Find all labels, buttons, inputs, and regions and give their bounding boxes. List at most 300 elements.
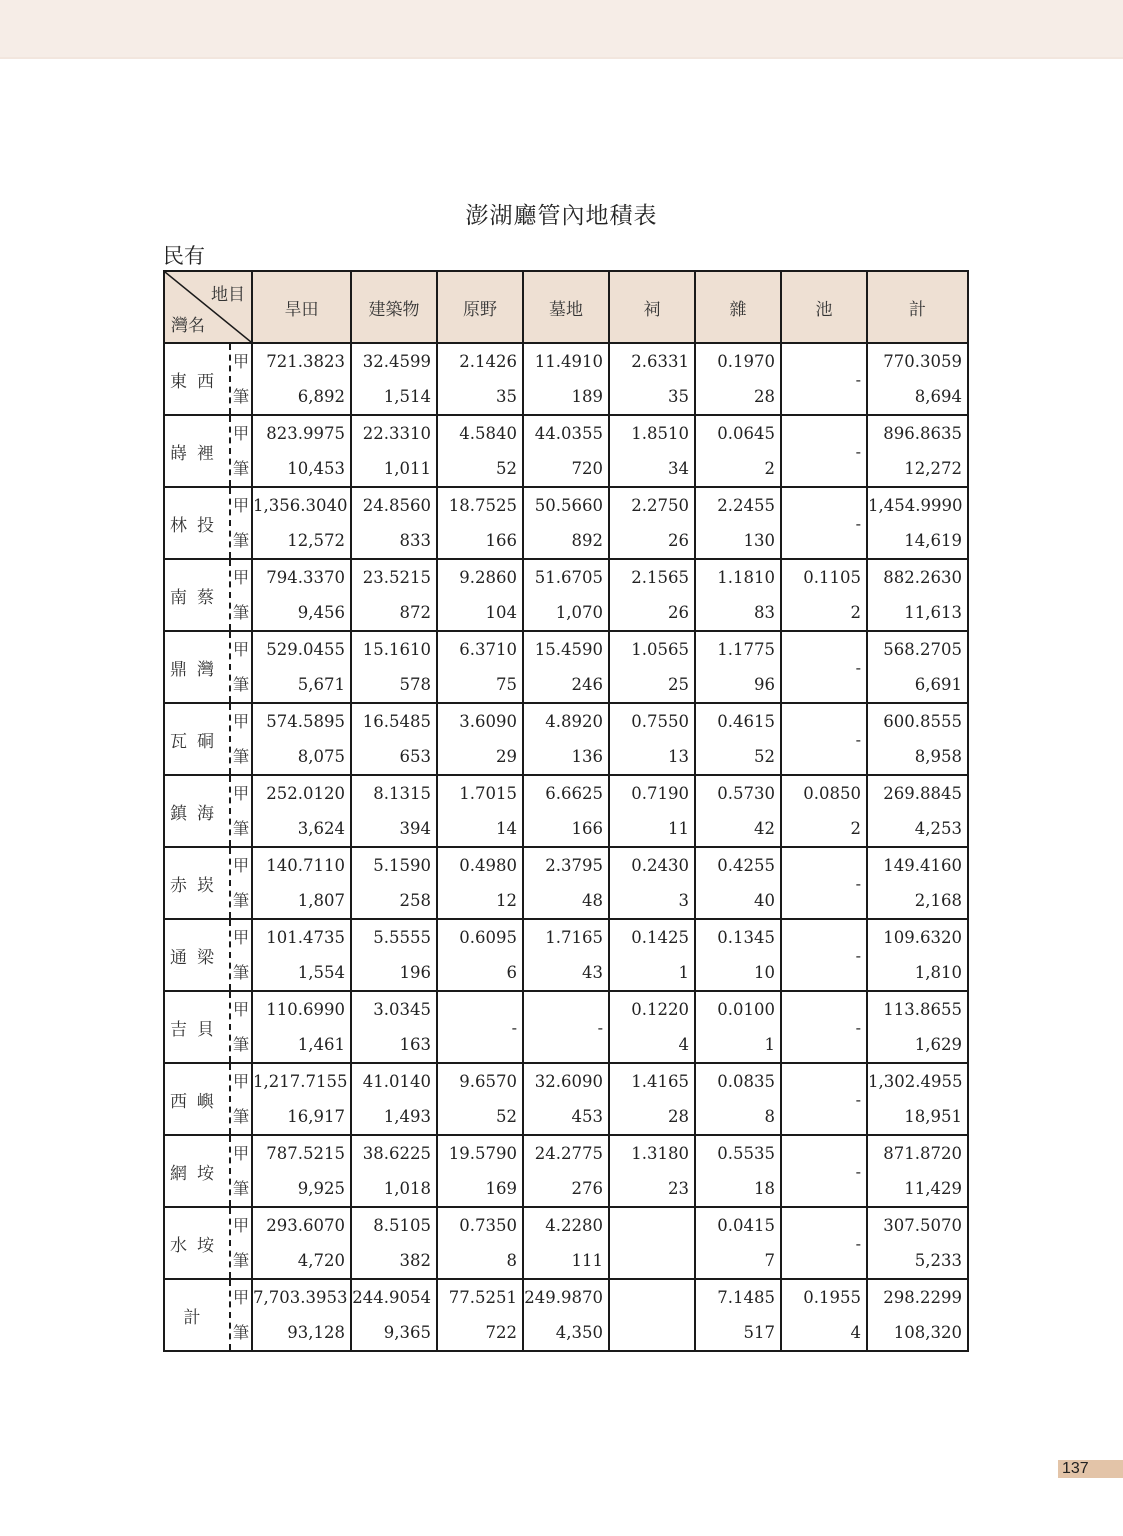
parcel-count-value: 1,807	[297, 891, 345, 910]
empty-value-cell: -	[781, 703, 867, 775]
unit-bi-label: 筆	[232, 531, 249, 550]
area-jia-value: 298.2299	[883, 1288, 962, 1307]
column-header: 墓地	[523, 271, 609, 343]
parcel-count-value: 4,350	[555, 1323, 603, 1342]
parcel-count-value: 163	[399, 1035, 431, 1054]
region-name: 東西	[164, 343, 230, 415]
value-cell	[252, 919, 351, 991]
parcel-count-value: 5,233	[914, 1251, 962, 1270]
value-cell	[437, 775, 523, 847]
value-cell	[867, 703, 968, 775]
parcel-count-value: 93,128	[287, 1323, 345, 1342]
value-cell	[523, 1135, 609, 1207]
empty-value-cell: -	[781, 847, 867, 919]
unit-bi-label: 筆	[232, 819, 249, 838]
parcel-count-value: 9,925	[297, 1179, 345, 1198]
value-cell	[437, 1135, 523, 1207]
value-cell	[351, 1063, 437, 1135]
area-jia-value: 1.1775	[717, 640, 775, 659]
value-cell	[781, 775, 867, 847]
parcel-count-value: 4,720	[297, 1251, 345, 1270]
area-jia-value: 0.1425	[631, 928, 689, 947]
value-cell	[437, 559, 523, 631]
empty-value-cell: -	[523, 991, 609, 1063]
region-name: 鼎灣	[164, 631, 230, 703]
parcel-count-value	[610, 1315, 694, 1350]
unit-labels	[230, 847, 252, 919]
value-cell	[351, 775, 437, 847]
parcel-count-value: 108,320	[893, 1323, 962, 1342]
value-cell	[695, 1207, 781, 1279]
region-name: 水垵	[164, 1207, 230, 1279]
area-jia-value: 0.4255	[717, 856, 775, 875]
unit-jia-label: 甲	[232, 496, 249, 515]
header-band	[0, 0, 1123, 59]
value-cell	[695, 847, 781, 919]
unit-bi-label: 筆	[232, 1251, 249, 1270]
parcel-count-value: 258	[399, 891, 431, 910]
value-cell	[437, 415, 523, 487]
parcel-count-value: 26	[668, 603, 689, 622]
parcel-count-value: 6	[506, 963, 517, 982]
value-cell	[437, 1063, 523, 1135]
area-jia-value: 882.2630	[883, 568, 962, 587]
value-cell	[695, 775, 781, 847]
parcel-count-value: 12	[496, 891, 517, 910]
area-jia-value: 1,356.3040	[253, 496, 348, 515]
value-cell	[695, 559, 781, 631]
area-jia-value: 1.7165	[545, 928, 603, 947]
value-cell	[523, 415, 609, 487]
column-header: 旱田	[252, 271, 351, 343]
parcel-count-value: 13	[668, 747, 689, 766]
value-cell	[609, 1063, 695, 1135]
value-cell	[523, 631, 609, 703]
area-jia-value: 1.1810	[717, 568, 775, 587]
area-jia-value: 2.6331	[631, 352, 689, 371]
area-jia-value: 41.0140	[362, 1072, 431, 1091]
parcel-count-value: 8	[506, 1251, 517, 1270]
value-cell	[351, 991, 437, 1063]
empty-value-cell: -	[781, 1135, 867, 1207]
parcel-count-value: 23	[668, 1179, 689, 1198]
area-jia-value: 2.1565	[631, 568, 689, 587]
parcel-count-value: 276	[571, 1179, 603, 1198]
area-jia-value: 9.6570	[459, 1072, 517, 1091]
area-jia-value: 2.2750	[631, 496, 689, 515]
value-cell	[523, 703, 609, 775]
unit-jia-label: 甲	[232, 1288, 249, 1307]
parcel-count-value: 2	[850, 819, 861, 838]
area-jia-value: 2.2455	[717, 496, 775, 515]
area-jia-value: 50.5660	[534, 496, 603, 515]
value-cell	[867, 631, 968, 703]
value-cell	[867, 415, 968, 487]
unit-labels	[230, 1135, 252, 1207]
area-jia-value: 7.1485	[717, 1288, 775, 1307]
table-row	[164, 919, 968, 991]
area-jia-value: 2.1426	[459, 352, 517, 371]
parcel-count-value: 2	[850, 603, 861, 622]
value-cell	[252, 343, 351, 415]
value-cell	[437, 1279, 523, 1351]
area-jia-value: 1,302.4955	[868, 1072, 963, 1091]
value-cell	[437, 1207, 523, 1279]
area-jia-value: 0.0415	[717, 1216, 775, 1235]
empty-value-cell: -	[437, 991, 523, 1063]
area-jia-value: 140.7110	[266, 856, 345, 875]
table-row	[164, 1063, 968, 1135]
parcel-count-value: 1,011	[383, 459, 431, 478]
area-jia-value: 307.5070	[883, 1216, 962, 1235]
parcel-count-value: 6,691	[914, 675, 962, 694]
column-header: 原野	[437, 271, 523, 343]
unit-labels	[230, 775, 252, 847]
value-cell	[252, 1207, 351, 1279]
parcel-count-value: 2	[764, 459, 775, 478]
area-jia-value: 149.4160	[883, 856, 962, 875]
area-jia-value: 77.5251	[448, 1288, 517, 1307]
unit-labels	[230, 919, 252, 991]
parcel-count-value: 8,694	[914, 387, 962, 406]
value-cell	[523, 1279, 609, 1351]
page-number: 137	[1058, 1460, 1123, 1478]
area-jia-value: 0.1345	[717, 928, 775, 947]
region-name: 南蔡	[164, 559, 230, 631]
region-name: 林投	[164, 487, 230, 559]
parcel-count-value: 892	[571, 531, 603, 550]
area-jia-value: 5.5555	[373, 928, 431, 947]
area-jia-value: 4.8920	[545, 712, 603, 731]
parcel-count-value: 29	[496, 747, 517, 766]
area-jia-value: 1.4165	[631, 1072, 689, 1091]
parcel-count-value: 12,572	[287, 531, 345, 550]
column-header: 建築物	[351, 271, 437, 343]
parcel-count-value: 8,075	[297, 747, 345, 766]
region-name: 嵵裡	[164, 415, 230, 487]
table-row	[164, 631, 968, 703]
parcel-count-value: 83	[754, 603, 775, 622]
value-cell	[252, 847, 351, 919]
parcel-count-value: 166	[571, 819, 603, 838]
area-jia-value: 871.8720	[883, 1144, 962, 1163]
parcel-count-value: 3	[678, 891, 689, 910]
parcel-count-value: 189	[571, 387, 603, 406]
value-cell	[252, 487, 351, 559]
value-cell	[252, 415, 351, 487]
unit-jia-label: 甲	[232, 424, 249, 443]
value-cell	[523, 1207, 609, 1279]
value-cell	[867, 559, 968, 631]
parcel-count-value: 10	[754, 963, 775, 982]
parcel-count-value: 1,461	[297, 1035, 345, 1054]
parcel-count-value: 246	[571, 675, 603, 694]
unit-bi-label: 筆	[232, 1107, 249, 1126]
unit-labels	[230, 415, 252, 487]
area-jia-value: 293.6070	[266, 1216, 345, 1235]
value-cell	[523, 343, 609, 415]
empty-value-cell: -	[781, 343, 867, 415]
value-cell	[609, 487, 695, 559]
parcel-count-value: 1	[764, 1035, 775, 1054]
region-name: 通梁	[164, 919, 230, 991]
unit-labels	[230, 343, 252, 415]
value-cell	[351, 1207, 437, 1279]
area-jia-value: 9.2860	[459, 568, 517, 587]
value-cell	[252, 1063, 351, 1135]
column-header: 祠	[609, 271, 695, 343]
unit-jia-label: 甲	[232, 568, 249, 587]
value-cell	[252, 559, 351, 631]
unit-jia-label: 甲	[232, 784, 249, 803]
unit-bi-label: 筆	[232, 459, 249, 478]
parcel-count-value: 25	[668, 675, 689, 694]
table-row	[164, 343, 968, 415]
area-jia-value: 11.4910	[534, 352, 603, 371]
parcel-count-value: 8	[764, 1107, 775, 1126]
empty-value-cell: -	[781, 919, 867, 991]
value-cell	[351, 343, 437, 415]
area-jia-value	[610, 1208, 694, 1243]
value-cell	[695, 487, 781, 559]
value-cell	[867, 847, 968, 919]
corner-header-cell	[164, 271, 252, 343]
parcel-count-value: 1,810	[914, 963, 962, 982]
value-cell	[523, 847, 609, 919]
parcel-count-value: 833	[399, 531, 431, 550]
value-cell	[437, 847, 523, 919]
area-jia-value: 6.6625	[545, 784, 603, 803]
value-cell	[351, 919, 437, 991]
parcel-count-value: 12,272	[904, 459, 962, 478]
unit-bi-label: 筆	[232, 1035, 249, 1054]
value-cell	[609, 415, 695, 487]
value-cell	[252, 631, 351, 703]
parcel-count-value: 453	[571, 1107, 603, 1126]
value-cell	[867, 487, 968, 559]
area-jia-value: 3.0345	[373, 1000, 431, 1019]
table-row	[164, 559, 968, 631]
unit-jia-label: 甲	[232, 640, 249, 659]
area-jia-value: 1.0565	[631, 640, 689, 659]
unit-bi-label: 筆	[232, 963, 249, 982]
value-cell	[695, 919, 781, 991]
table-row	[164, 415, 968, 487]
value-cell	[523, 1063, 609, 1135]
area-jia-value: 896.8635	[883, 424, 962, 443]
value-cell	[781, 1279, 867, 1351]
area-jia-value: 19.5790	[448, 1144, 517, 1163]
parcel-count-value: 96	[754, 675, 775, 694]
area-jia-value: 249.9870	[524, 1288, 603, 1307]
value-cell	[867, 919, 968, 991]
value-cell	[867, 991, 968, 1063]
area-jia-value: 7,703.3953	[253, 1288, 348, 1307]
table-row	[164, 775, 968, 847]
parcel-count-value: 18	[754, 1179, 775, 1198]
parcel-count-value: 517	[743, 1323, 775, 1342]
value-cell	[351, 415, 437, 487]
area-jia-value: 0.0835	[717, 1072, 775, 1091]
parcel-count-value: 16,917	[287, 1107, 345, 1126]
area-jia-value: 787.5215	[266, 1144, 345, 1163]
area-jia-value: 8.1315	[373, 784, 431, 803]
area-jia-value: 109.6320	[883, 928, 962, 947]
area-jia-value: 1.8510	[631, 424, 689, 443]
area-jia-value: 22.3310	[362, 424, 431, 443]
value-cell	[252, 703, 351, 775]
parcel-count-value: 43	[582, 963, 603, 982]
table-row	[164, 991, 968, 1063]
value-cell	[437, 919, 523, 991]
value-cell	[695, 703, 781, 775]
area-jia-value: 0.7190	[631, 784, 689, 803]
value-cell	[609, 631, 695, 703]
value-cell	[695, 991, 781, 1063]
unit-bi-label: 筆	[232, 675, 249, 694]
unit-jia-label: 甲	[232, 712, 249, 731]
parcel-count-value: 169	[485, 1179, 517, 1198]
parcel-count-value: 3,624	[297, 819, 345, 838]
value-cell	[351, 847, 437, 919]
empty-value-cell: -	[781, 631, 867, 703]
parcel-count-value: 4,253	[914, 819, 962, 838]
unit-jia-label: 甲	[232, 1144, 249, 1163]
area-jia-value: 0.0645	[717, 424, 775, 443]
area-jia-value: 0.1970	[717, 352, 775, 371]
area-jia-value: 529.0455	[266, 640, 345, 659]
value-cell	[252, 1135, 351, 1207]
empty-value-cell: -	[781, 487, 867, 559]
value-cell	[437, 343, 523, 415]
area-jia-value: 3.6090	[459, 712, 517, 731]
area-jia-value: 269.8845	[883, 784, 962, 803]
parcel-count-value: 2,168	[914, 891, 962, 910]
unit-labels	[230, 703, 252, 775]
parcel-count-value: 1,070	[555, 603, 603, 622]
value-cell	[351, 487, 437, 559]
value-cell	[351, 703, 437, 775]
area-jia-value: 0.0850	[803, 784, 861, 803]
area-jia-value: 0.0100	[717, 1000, 775, 1019]
value-cell	[523, 487, 609, 559]
unit-labels	[230, 559, 252, 631]
parcel-count-value: 18,951	[904, 1107, 962, 1126]
area-jia-value: 15.1610	[362, 640, 431, 659]
parcel-count-value: 34	[668, 459, 689, 478]
area-jia-value: 252.0120	[266, 784, 345, 803]
value-cell	[609, 703, 695, 775]
unit-labels	[230, 1207, 252, 1279]
table-row	[164, 487, 968, 559]
value-cell	[252, 775, 351, 847]
unit-labels	[230, 1063, 252, 1135]
value-cell	[867, 1063, 968, 1135]
parcel-count-value: 382	[399, 1251, 431, 1270]
parcel-count-value: 722	[485, 1323, 517, 1342]
unit-jia-label: 甲	[232, 1216, 249, 1235]
unit-jia-label: 甲	[232, 928, 249, 947]
parcel-count-value: 26	[668, 531, 689, 550]
value-cell	[252, 1279, 351, 1351]
area-jia-value: 0.4980	[459, 856, 517, 875]
value-cell	[351, 1279, 437, 1351]
area-jia-value: 5.1590	[373, 856, 431, 875]
parcel-count-value: 9,456	[297, 603, 345, 622]
region-name: 西嶼	[164, 1063, 230, 1135]
parcel-count-value: 1,554	[297, 963, 345, 982]
parcel-count-value: 14	[496, 819, 517, 838]
value-cell	[695, 1135, 781, 1207]
area-jia-value: 0.7550	[631, 712, 689, 731]
area-jia-value: 244.9054	[352, 1288, 431, 1307]
parcel-count-value: 720	[571, 459, 603, 478]
parcel-count-value: 35	[496, 387, 517, 406]
table-subtitle: 民有	[163, 244, 205, 268]
unit-labels	[230, 487, 252, 559]
parcel-count-value: 104	[485, 603, 517, 622]
parcel-count-value: 578	[399, 675, 431, 694]
value-cell	[781, 559, 867, 631]
parcel-count-value: 14,619	[904, 531, 962, 550]
parcel-count-value: 52	[754, 747, 775, 766]
unit-labels	[230, 1279, 252, 1351]
parcel-count-value: 52	[496, 1107, 517, 1126]
area-jia-value: 0.2430	[631, 856, 689, 875]
area-jia-value: 32.4599	[362, 352, 431, 371]
unit-bi-label: 筆	[232, 1323, 249, 1342]
parcel-count-value: 10,453	[287, 459, 345, 478]
parcel-count-value: 11	[668, 819, 689, 838]
empty-value-cell: -	[781, 1207, 867, 1279]
parcel-count-value: 42	[754, 819, 775, 838]
header-row	[164, 271, 968, 343]
area-jia-value: 16.5485	[362, 712, 431, 731]
area-jia-value: 38.6225	[362, 1144, 431, 1163]
area-jia-value: 0.7350	[459, 1216, 517, 1235]
area-jia-value: 4.5840	[459, 424, 517, 443]
parcel-count-value: 40	[754, 891, 775, 910]
parcel-count-value: 4	[850, 1323, 861, 1342]
value-cell	[351, 559, 437, 631]
parcel-count-value: 35	[668, 387, 689, 406]
column-header: 雜	[695, 271, 781, 343]
column-header: 池	[781, 271, 867, 343]
parcel-count-value: 872	[399, 603, 431, 622]
corner-land-category-label: 地目	[211, 285, 245, 305]
value-cell	[351, 631, 437, 703]
unit-bi-label: 筆	[232, 387, 249, 406]
area-jia-value: 721.3823	[266, 352, 345, 371]
unit-bi-label: 筆	[232, 891, 249, 910]
unit-bi-label: 筆	[232, 603, 249, 622]
parcel-count-value: 394	[399, 819, 431, 838]
unit-labels	[230, 631, 252, 703]
unit-labels	[230, 991, 252, 1063]
area-jia-value: 823.9975	[266, 424, 345, 443]
area-jia-value: 1.7015	[459, 784, 517, 803]
value-cell	[867, 1207, 968, 1279]
table-row	[164, 1135, 968, 1207]
value-cell	[867, 775, 968, 847]
parcel-count-value: 28	[668, 1107, 689, 1126]
column-header: 計	[867, 271, 968, 343]
value-cell	[609, 1207, 695, 1279]
area-jia-value: 18.7525	[448, 496, 517, 515]
area-jia-value: 2.3795	[545, 856, 603, 875]
parcel-count-value: 1,493	[383, 1107, 431, 1126]
parcel-count-value: 1,629	[914, 1035, 962, 1054]
